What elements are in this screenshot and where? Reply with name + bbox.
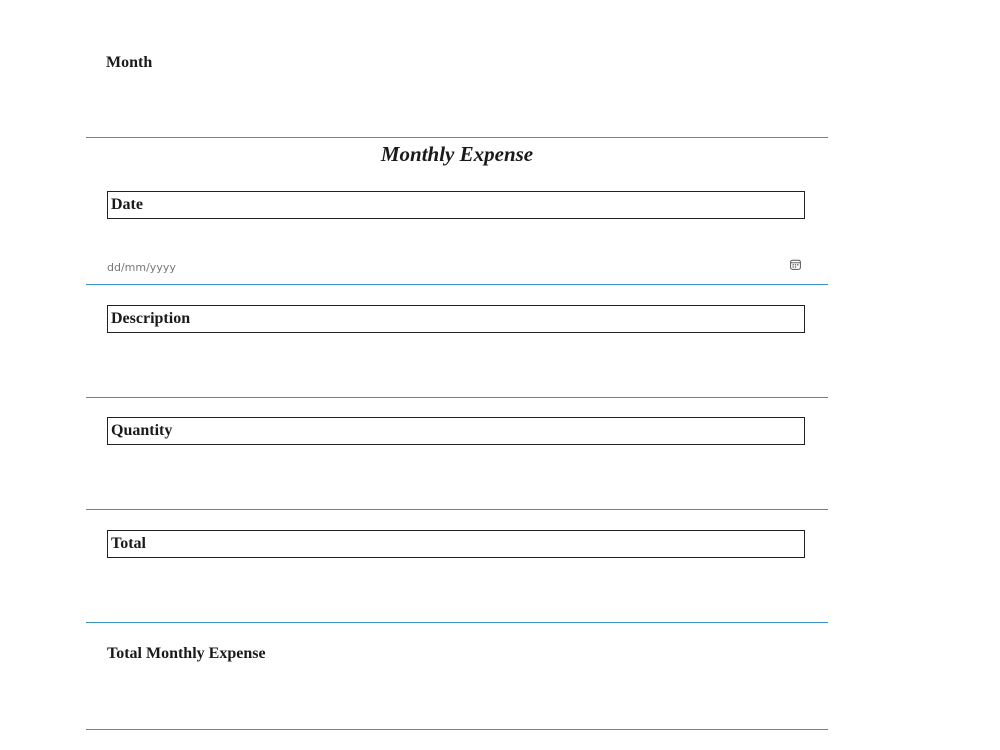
divider-line [86,622,828,623]
month-label: Month [106,54,153,71]
date-input[interactable] [107,257,797,277]
description-label: Description [111,310,191,327]
total-header [107,530,805,558]
divider-line [86,397,828,398]
divider-line [86,729,828,730]
month-input[interactable] [86,78,828,136]
divider-line [86,137,828,138]
total-label: Total [111,535,146,552]
quantity-input[interactable] [86,450,828,506]
form-title: Monthly Expense [380,142,534,166]
divider-line [86,509,828,510]
description-header [107,305,805,333]
date-header [107,191,805,219]
date-label: Date [111,196,143,213]
description-input[interactable] [86,338,828,394]
total-input[interactable] [86,563,828,619]
total-monthly-expense-input[interactable] [86,670,828,726]
divider-line [86,284,828,285]
quantity-label: Quantity [111,422,173,439]
calendar-icon[interactable] [790,259,801,270]
total-monthly-expense-label: Total Monthly Expense [107,645,266,662]
quantity-header [107,417,805,445]
